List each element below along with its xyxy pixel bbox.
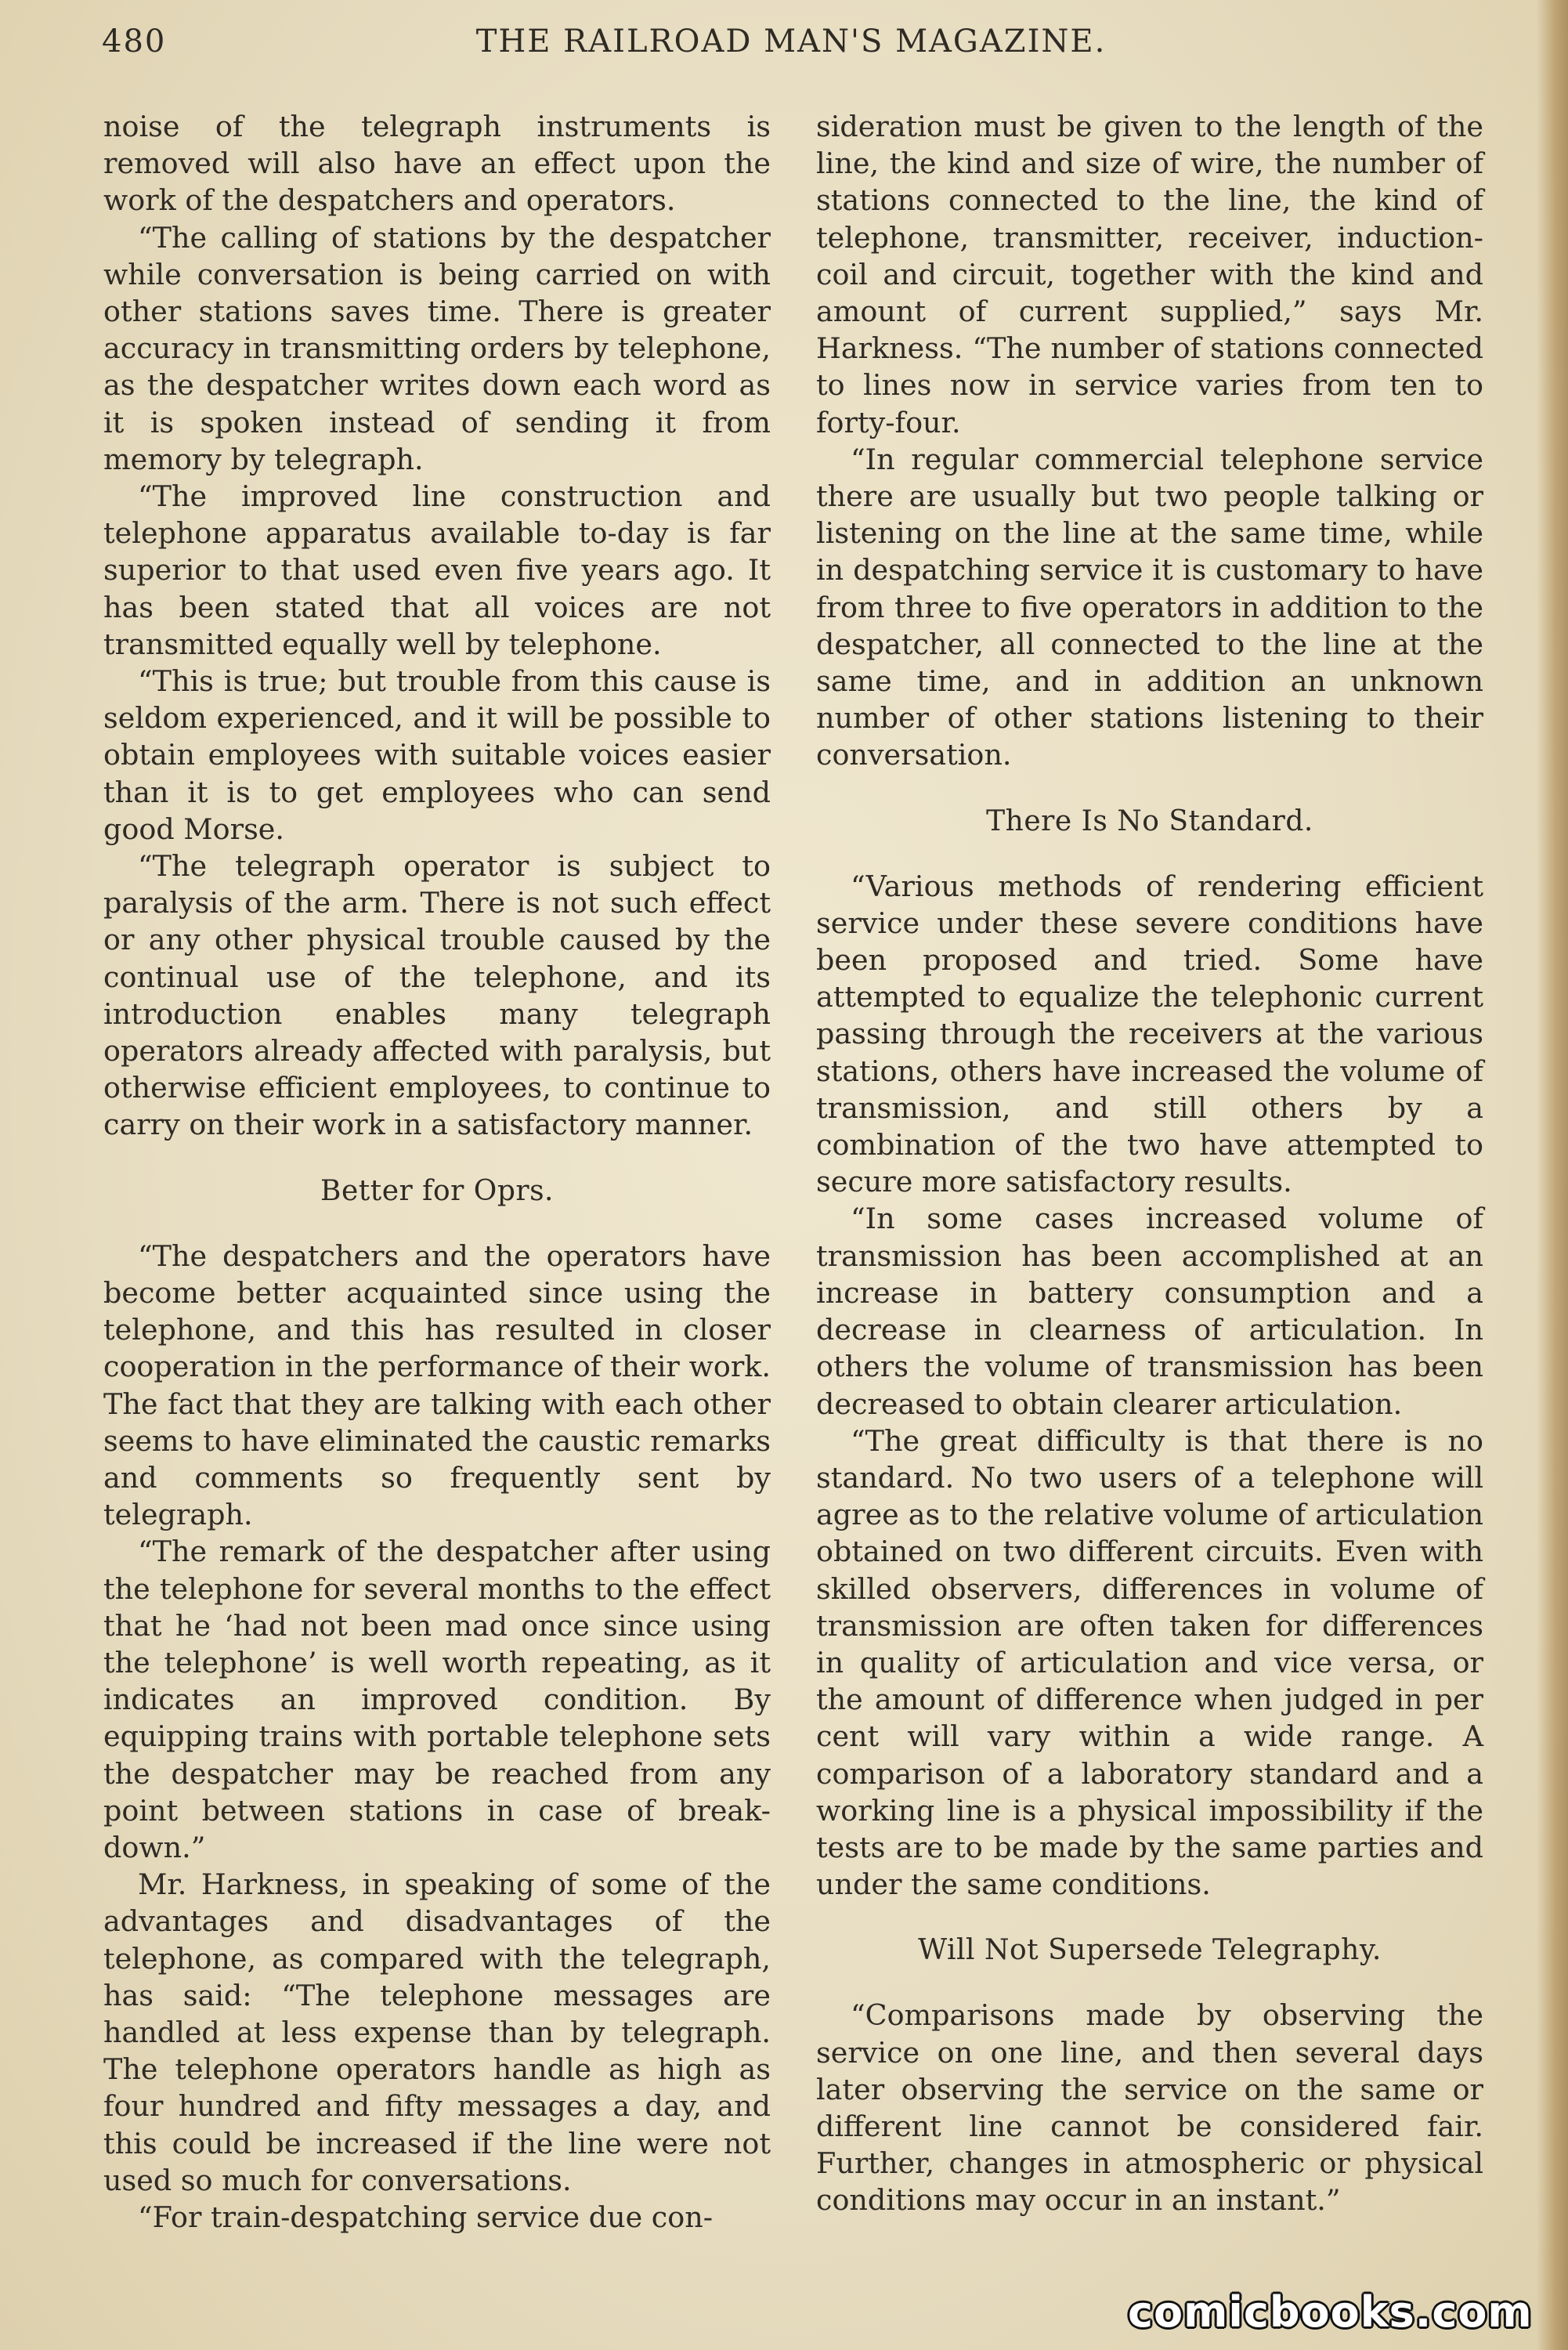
watermark: comicbooks.com	[1128, 2287, 1533, 2337]
paragraph: “In some cases increased volume of transmission has been accomplished at an increase in battery consumption and a decrease in clearness of articulation. In others the volume of transmission has been decreased to obtain clearer articulation.	[816, 1202, 1483, 1421]
paragraph: “The calling of stations by the despatcher while conversation is being carried on with other stations saves time. There is greater accuracy in transmitting orders by telephone, as the despatcher writes down each word as it is spoken instead of sending it from memory by telegraph.	[103, 220, 771, 476]
paragraph: “The great difficulty is that there is no standard. No two users of a telephone will agree as to the relative volume of articulation obtained on two different circuits. Even with skilled observers, differences in volume of transmission are often taken for differences in quality of articulation and vice versa, or the amount of difference when judged in per cent will vary within a wide range. A comparison of a laboratory standard and a working line is a physical impossibility if the tests are to be made by the same parties and under the same conditions.	[816, 1423, 1483, 1902]
paragraph: “In regular commercial telephone service there are usually but two people talking or listening on the line at the same time, while in despatching service it is customary to have from three to five operators in addition to the despatcher, all connected to the line at the same time, and in addition an unknown number of other stations listening to their conversation.	[816, 442, 1483, 772]
running-title: THE RAILROAD MAN'S MAGAZINE.	[475, 24, 1107, 60]
paragraph: “This is true; but trouble from this cause is seldom experienced, and it will be possible to obtain employees with suitable voices easier than it is to get employees who can send good Morse.	[103, 664, 771, 846]
paragraph: sideration must be given to the length of the line, the kind and size of wire, the number of stations connected to the line, the kind of telephone, transmitter, receiver, induction-coil and circuit, together with the kind and amount of current supplied,” says Mr. Harkness. “The number of stations connected to lines now in service varies from ten to forty-four.	[816, 110, 1483, 439]
paragraph: “The despatchers and the operators have become better acquainted since using the telephone, and this has resulted in closer cooperation in the performance of their work. The fact that they are talking with each other seems to have eliminated the caustic remarks and comments so frequently sent by telegraph.	[103, 1238, 771, 1532]
page-number: 480	[102, 24, 167, 60]
paragraph: “For train-despatching service due con-	[138, 2200, 714, 2234]
right-column	[816, 108, 1483, 2219]
paragraph: Mr. Harkness, in speaking of some of the advantages and disadvantages of the telephone, as compared with the telegraph, has said: “The telephone messages are handled at less expense than by telegraph. The telephone operators handle as high as four hundred and fifty messages a day, and this could be increased if the line were not used so much for conversations.	[103, 1867, 771, 2197]
paragraph: “The remark of the despatcher after using the telephone for several months to the effect that he ‘had not been mad once since using the telephone’ is well worth repeating, as it indicates an improved condition. By equipping trains with portable telephone sets the despatcher may be reached from any point between stations in case of break-down.”	[103, 1535, 771, 1864]
page-edge-shadow	[1537, 0, 1568, 2350]
paragraph: “Comparisons made by observing the service on one line, and then several days later observing the service on the same or different line cannot be considered fair. Further, changes in atmospheric or physical conditions may occur in an instant.”	[816, 1998, 1483, 2218]
section-heading: There Is No Standard.	[986, 804, 1313, 837]
paragraph: “The improved line construction and telephone apparatus available to-day is far superior to that used even five years ago. It has been stated that all voices are not transmitted equally well by telephone.	[103, 479, 771, 661]
left-column	[103, 108, 771, 2236]
paragraph: “The telegraph operator is subject to paralysis of the arm. There is not such effect or any other physical trouble caused by the continual use of the telephone, and its introduction enables many telegraph operators already affected with paralysis, but otherwise efficient employees, to continue to carry on their work in a satisfactory manner.	[103, 849, 771, 1142]
paragraph: “Various methods of rendering efficient service under these severe conditions have been proposed and tried. Some have attempted to equalize the telephonic current passing through the receivers at the various stations, others have increased the volume of transmission, and still others by a combination of the two have attempted to secure more satisfactory results.	[816, 869, 1483, 1199]
page-header	[102, 24, 1480, 78]
section-heading: Will Not Supersede Telegraphy.	[918, 1934, 1382, 1967]
paragraph: noise of the telegraph instruments is removed will also have an effect upon the work of the despatchers and operators.	[103, 110, 771, 218]
section-heading: Better for Oprs.	[320, 1174, 554, 1207]
